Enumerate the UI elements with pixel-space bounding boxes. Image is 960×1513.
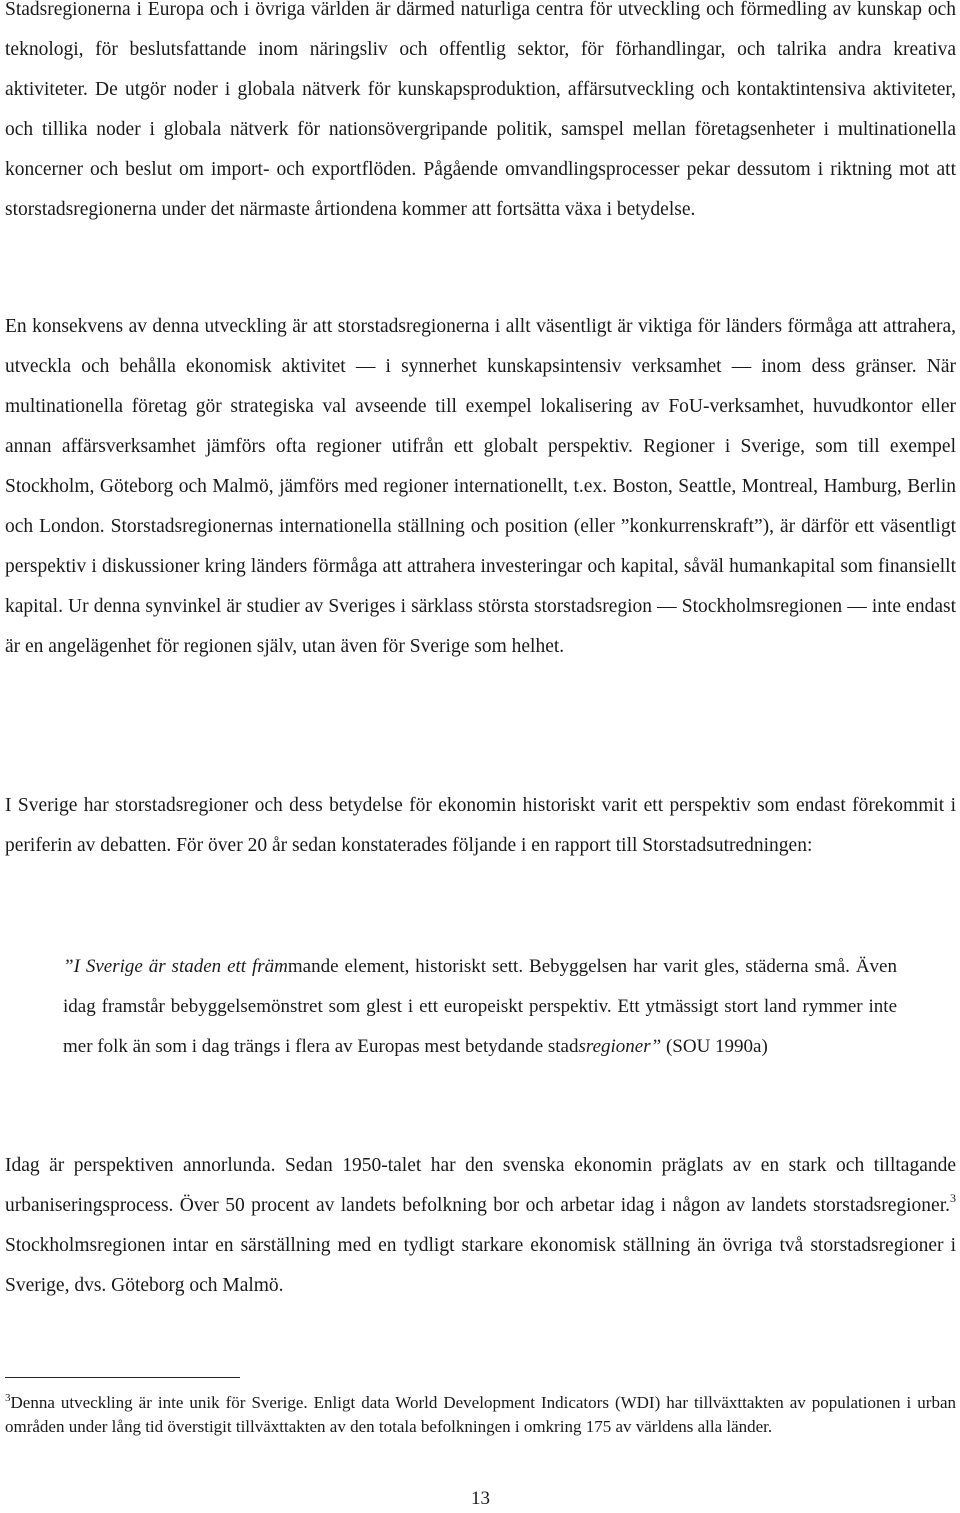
footnote-text: Denna utveckling är inte unik för Sverige. Enligt data World Development Indicators (WDI) har tillväxttakten av populationen i urban områden under lång tid överstigit tillväxttakten av den totala befolkningen i omkring 175 av världens alla länder. — [5, 1393, 956, 1436]
page-number: 13 — [471, 1488, 490, 1509]
paragraph-stadsregioner: Stadsregionerna i Europa och i övriga världen är därmed naturliga centra för utveckling och förmedling av kunskap och teknologi, för beslutsfattande inom näringsliv och offentlig sektor, för förhandlingar, och talrika andra kreativa aktiviteter. De utgör noder i globala nätverk för kunskapsproduktion, affärsutveckling och kontaktintensiva aktiviteter, och tillika noder i globala nätverk för nationsövergripande politik, samspel mellan företagsenheter i multinationella koncerner och beslut om import- och exportflöden. Pågående omvandlingsprocesser pekar dessutom i riktning mot att storstadsregionerna under det närmaste årtiondena kommer att fortsätta växa i betydelse. — [5, 0, 956, 220]
quote-end: sregioner” — [578, 1036, 662, 1057]
footnote — [5, 1391, 956, 1439]
footnote-reference[interactable]: 3 — [950, 1191, 956, 1205]
quote-body: mande element, historiskt sett. Bebyggelsen har varit gles, städerna små. Även idag framstår bebyggelsemönstret som glest i ett europeiskt perspektiv. Ett ytmässigt stort land rymmer inte mer folk än som i dag trängs i flera av Europas mest betydande stad — [63, 956, 897, 1057]
quote-citation: (SOU 1990a) — [661, 1036, 768, 1057]
quote-start: ”I Sverige är staden ett främ — [63, 956, 288, 977]
paragraph-idag — [5, 1146, 956, 1306]
block-quote — [63, 947, 897, 1067]
footnote-number: 3 — [5, 1392, 11, 1404]
footnote-divider — [5, 1377, 240, 1378]
paragraph-idag-text: Idag är perspektiven annorlunda. Sedan 1950-talet har den svenska ekonomin präglats av en stark och tilltagande urbaniseringsprocess. Över 50 procent av landets befolkning bor och arbetar idag i någon av landets storstadsregioner. — [5, 1155, 956, 1216]
paragraph-historik: I Sverige har storstadsregioner och dess betydelse för ekonomin historiskt varit ett perspektiv som endast förekommit i periferin av debatten. För över 20 år sedan konstaterades följande i en rapport till Storstadsutredningen: — [5, 795, 956, 856]
paragraph-konsekvens: En konsekvens av denna utveckling är att storstadsregionerna i allt väsentligt är viktiga för länders förmåga att attrahera, utveckla och behålla ekonomisk aktivitet — i synnerhet kunskapsintensiv verksamhet — inom dess gränser. När multinationella företag gör strategiska val avseende till exempel lokalisering av FoU-verksamhet, huvudkontor eller annan affärsverksamhet jämförs ofta regioner utifrån ett globalt perspektiv. Regioner i Sverige, som till exempel Stockholm, Göteborg och Malmö, jämförs med regioner internationellt, t.ex. Boston, Seattle, Montreal, Hamburg, Berlin och London. Storstadsregionernas internationella ställning och position (eller ”konkurrenskraft”), är därför ett väsentligt perspektiv i diskussioner kring länders förmåga att attrahera investeringar och kapital, såväl humankapital som finansiellt kapital. Ur denna synvinkel är studier av Sveriges i särklass största storstadsregion — Stockholmsregionen — inte endast är en angelägenhet för regionen själv, utan även för Sverige som helhet. — [5, 316, 956, 657]
paragraph-idag-continued: Stockholmsregionen intar en särställning med en tydligt starkare ekonomisk ställning än övriga två storstadsregioner i Sverige, dvs. Göteborg och Malmö. — [5, 1235, 956, 1296]
